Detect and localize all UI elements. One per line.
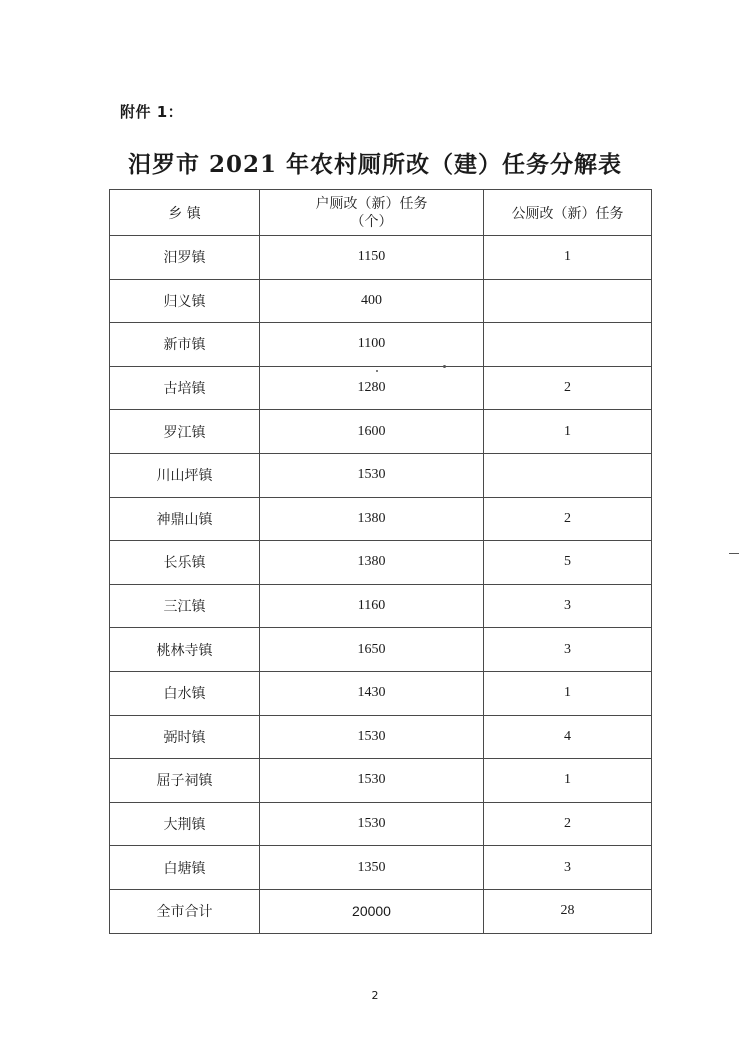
town-cell: 白水镇 — [110, 671, 260, 715]
town-cell: 桃林寺镇 — [110, 628, 260, 672]
public-cell: 3 — [484, 584, 652, 628]
scan-speck — [443, 365, 446, 368]
table-row — [110, 541, 652, 585]
town-cell: 三江镇 — [110, 584, 260, 628]
table-row — [110, 715, 652, 759]
task-table — [109, 189, 652, 934]
household-cell: 1280 — [260, 366, 484, 410]
public-cell: 2 — [484, 802, 652, 846]
public-cell: 5 — [484, 541, 652, 585]
header-town: 乡 镇 — [110, 190, 260, 236]
table-row — [110, 846, 652, 890]
household-cell: 1530 — [260, 759, 484, 803]
table-row — [110, 279, 652, 323]
public-cell: 1 — [484, 671, 652, 715]
public-cell: 4 — [484, 715, 652, 759]
header-household-line1: 户厕改（新）任务 — [315, 195, 428, 212]
table-row — [110, 497, 652, 541]
household-cell: 1380 — [260, 541, 484, 585]
household-cell: 1530 — [260, 802, 484, 846]
scan-speck — [729, 553, 739, 554]
header-household — [260, 190, 484, 236]
public-cell: 28 — [484, 889, 652, 933]
household-cell: 20000 — [260, 889, 484, 933]
attachment-label: 附件 1： — [120, 103, 184, 121]
town-cell: 川山坪镇 — [110, 453, 260, 497]
town-cell: 白塘镇 — [110, 846, 260, 890]
household-cell: 1150 — [260, 236, 484, 280]
table-row — [110, 584, 652, 628]
table-row — [110, 410, 652, 454]
public-cell: 2 — [484, 497, 652, 541]
household-cell: 1530 — [260, 453, 484, 497]
public-cell: 3 — [484, 846, 652, 890]
household-cell: 1100 — [260, 323, 484, 367]
town-cell: 长乐镇 — [110, 541, 260, 585]
household-cell: 1380 — [260, 497, 484, 541]
table-row — [110, 453, 652, 497]
public-cell: 1 — [484, 759, 652, 803]
town-cell: 汨罗镇 — [110, 236, 260, 280]
household-cell: 1430 — [260, 671, 484, 715]
public-cell: 3 — [484, 628, 652, 672]
household-cell: 1350 — [260, 846, 484, 890]
town-cell: 弼时镇 — [110, 715, 260, 759]
table-row — [110, 759, 652, 803]
total-row — [110, 889, 652, 933]
public-cell — [484, 279, 652, 323]
table-row — [110, 366, 652, 410]
header-household-line2: （个） — [350, 213, 393, 230]
household-cell: 1600 — [260, 410, 484, 454]
town-cell: 新市镇 — [110, 323, 260, 367]
public-cell — [484, 453, 652, 497]
town-cell: 归义镇 — [110, 279, 260, 323]
town-cell: 罗江镇 — [110, 410, 260, 454]
town-cell: 大荆镇 — [110, 802, 260, 846]
town-cell: 古培镇 — [110, 366, 260, 410]
household-cell: 1160 — [260, 584, 484, 628]
table-row — [110, 236, 652, 280]
table-body — [110, 236, 652, 934]
household-cell: 1650 — [260, 628, 484, 672]
public-cell: 1 — [484, 236, 652, 280]
document-title: 汨罗市 2021 年农村厕所改（建）任务分解表 — [127, 151, 623, 178]
table-row — [110, 671, 652, 715]
table-row — [110, 323, 652, 367]
table-row — [110, 628, 652, 672]
household-cell: 400 — [260, 279, 484, 323]
scan-speck — [376, 370, 378, 372]
public-cell: 2 — [484, 366, 652, 410]
town-cell: 屈子祠镇 — [110, 759, 260, 803]
public-cell: 1 — [484, 410, 652, 454]
header-public: 公厕改（新）任务 — [484, 190, 652, 236]
town-cell: 神鼎山镇 — [110, 497, 260, 541]
public-cell — [484, 323, 652, 367]
page-number: 2 — [371, 989, 379, 1002]
table-row — [110, 802, 652, 846]
table-header-row — [110, 190, 652, 236]
household-cell: 1530 — [260, 715, 484, 759]
town-cell: 全市合计 — [110, 889, 260, 933]
